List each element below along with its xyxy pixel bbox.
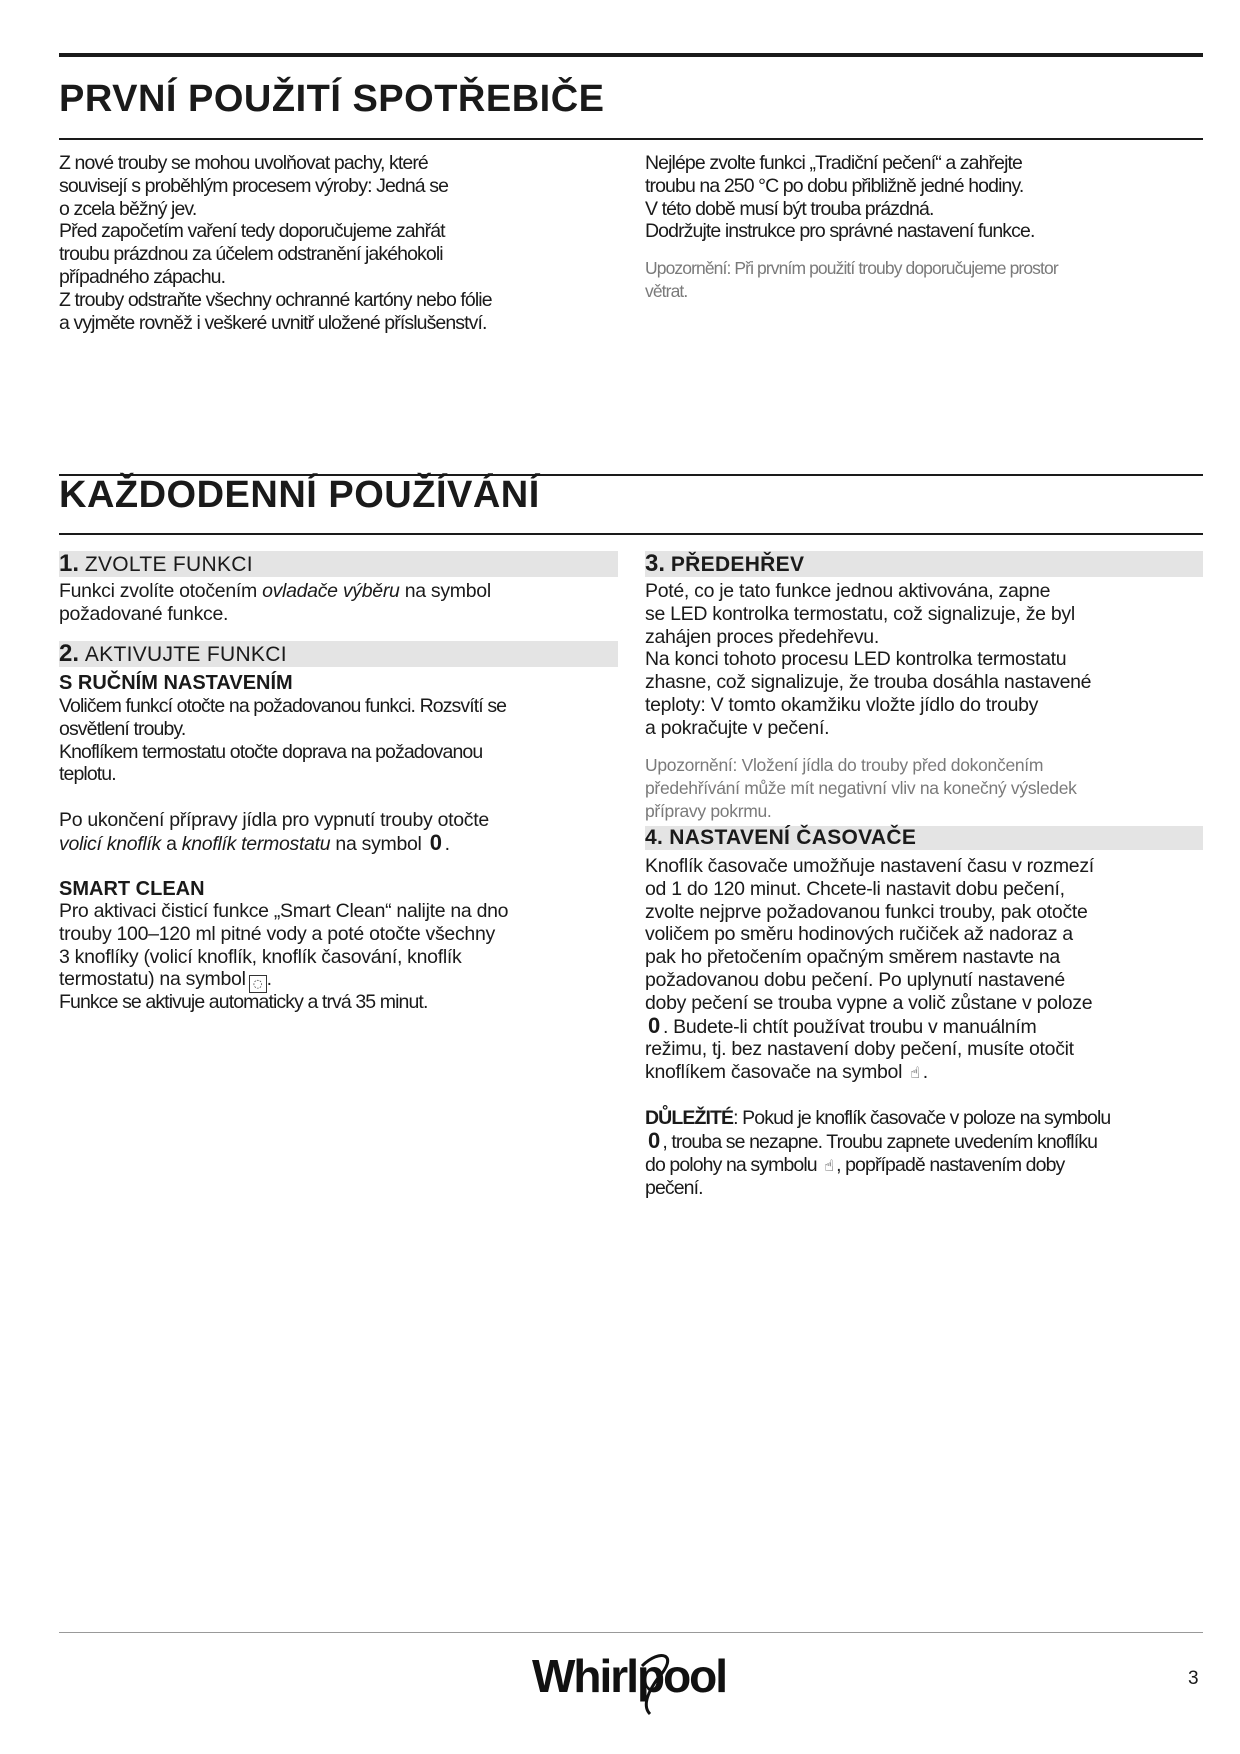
section-title-first-use: PRVNÍ POUŽITÍ SPOTŘEBIČE xyxy=(59,78,605,120)
manual-hand-icon: ☝ xyxy=(824,1155,834,1175)
text-line: Po ukončení přípravy jídla pro vypnutí trouby otočte xyxy=(59,809,489,831)
text-line: zahájen proces předehřevu. xyxy=(645,625,879,648)
turn-off-text xyxy=(59,809,489,856)
text-segment: Funkci zvolíte otočením xyxy=(59,580,263,602)
manual-setting-title: S RUČNÍM NASTAVENÍM xyxy=(59,672,293,694)
text-segment: DŮLEŽITÉ xyxy=(645,1107,734,1129)
text-line: zhasne, což signalizuje, že trouba dosáhla nastavené xyxy=(645,671,1092,694)
smart-clean-title: SMART CLEAN xyxy=(59,878,205,900)
smart-clean-duration xyxy=(59,991,427,1014)
text-line: a pokračujte v pečení. xyxy=(645,716,830,739)
smart-clean-icon: ◌ xyxy=(249,975,267,993)
step-1-text xyxy=(59,580,491,626)
text-line: přípravy pokrmu. xyxy=(645,800,772,821)
text-line: režimu, tj. bez nastavení doby pečení, musíte otočit xyxy=(645,1038,1074,1061)
text-segment: a xyxy=(161,832,182,855)
text-segment: do polohy na symbolu xyxy=(645,1153,822,1176)
text-line: Nejlépe zvolte funkci „Tradiční pečení“ a zahřejte xyxy=(645,152,1022,174)
text-line: troubu na 250 °C po dobu přibližně jedné hodiny. xyxy=(645,174,1024,197)
text-line: teploty: V tomto okamžiku vložte jídlo do trouby xyxy=(645,693,1039,716)
text-line xyxy=(645,1127,1110,1154)
text-line: požadovanou dobu pečení. Po uplynutí nastavené xyxy=(645,968,1065,991)
text-line: požadované funkce. xyxy=(59,602,229,625)
step-1-heading xyxy=(59,551,618,577)
text-line: Poté, co je tato funkce jednou aktivována, zapne xyxy=(645,580,1051,602)
text-segment: na symbol xyxy=(330,832,427,855)
text-line: případného zápachu. xyxy=(59,265,226,288)
footer-rule xyxy=(59,1632,1203,1633)
text-line: V této době musí být trouba prázdná. xyxy=(645,197,934,220)
text-line: osvětlení trouby. xyxy=(59,717,186,740)
text-line: Z trouby odstraňte všechny ochranné kartóny nebo fólie xyxy=(59,288,492,311)
text-line: Na konci tohoto procesu LED kontrolka termostatu xyxy=(645,648,1067,671)
text-segment: knoflíkem časovače na symbol xyxy=(645,1061,908,1084)
svg-text:Whirlpool: Whirlpool xyxy=(532,1650,727,1702)
whirlpool-logo xyxy=(530,1648,740,1723)
text-line: 3 knoflíky (volicí knoflík, knoflík časování, knoflík xyxy=(59,945,462,968)
first-use-right-text xyxy=(645,152,1034,243)
text-line: od 1 do 120 minut. Chcete-li nastavit dobu pečení, xyxy=(645,877,1065,900)
text-line: trouby 100–120 ml pitné vody a poté otočte všechny xyxy=(59,922,495,945)
text-line: Pro aktivaci čisticí funkce „Smart Clean“ nalijte na dno xyxy=(59,900,509,922)
text-line xyxy=(645,1107,1110,1130)
text-line xyxy=(59,829,489,856)
page-number: 3 xyxy=(1188,1668,1199,1689)
text-line: Upozornění: Při prvním použití trouby doporučujeme prostor xyxy=(645,258,1058,278)
text-line: teplotu. xyxy=(59,763,116,786)
text-line: o zcela běžný jev. xyxy=(59,197,197,220)
zero-symbol: 0 xyxy=(429,829,442,855)
text-segment: : Pokud je knoflík časovače v poloze na symbolu xyxy=(733,1107,1111,1129)
section-rule xyxy=(59,533,1203,535)
text-line xyxy=(645,1154,1110,1178)
text-segment: , trouba se nezapne. Troubu zapnete uvedením knoflíku xyxy=(662,1130,1098,1153)
text-line: troubu prázdnou za účelem odstranění jakéhokoli xyxy=(59,243,443,266)
text-line: zvolte nejprve požadovanou funkci trouby, pak otočte xyxy=(645,900,1088,923)
text-line: doby pečení se trouba vypne a volič zůstane v poloze xyxy=(645,991,1093,1014)
manual-setting-text xyxy=(59,695,506,786)
text-line: Upozornění: Vložení jídla do trouby před dokončením xyxy=(645,755,1044,775)
text-line xyxy=(59,580,491,603)
text-line: Dodržujte instrukce pro správné nastavení funkce. xyxy=(645,220,1035,243)
text-line: předehřívání může mít negativní vliv na konečný výsledek xyxy=(645,777,1077,798)
step-2-heading xyxy=(59,641,618,667)
text-line: pak ho přetočením opačným směrem nastavte na xyxy=(645,946,1060,969)
text-segment: ovladače výběru xyxy=(262,580,400,602)
text-segment: na symbol xyxy=(399,580,491,602)
manual-hand-icon: ☝ xyxy=(910,1063,920,1083)
text-line: pečení. xyxy=(645,1177,703,1200)
text-line: voličem po směru hodinových ručiček až nadoraz a xyxy=(645,923,1073,946)
step-label: AKTIVUJTE FUNKCI xyxy=(84,643,287,666)
text-line: Funkce se aktivuje automaticky a trvá 35 minut. xyxy=(59,991,428,1013)
text-line: Knoflík časovače umožňuje nastavení času v rozmezí xyxy=(645,855,1094,877)
section-rule xyxy=(59,138,1203,140)
step-3-text xyxy=(645,580,1091,740)
text-line xyxy=(59,968,508,993)
first-use-left-text xyxy=(59,152,492,334)
first-use-note xyxy=(645,257,1058,303)
text-segment: knoflík termostatu xyxy=(181,832,331,855)
step-3-note xyxy=(645,754,1077,822)
zero-symbol: 0 xyxy=(648,1012,660,1038)
text-segment: . Budete-li chtít používat troubu v manuálním xyxy=(662,1015,1037,1038)
text-segment: volicí knoflík xyxy=(59,832,162,855)
text-segment: . xyxy=(444,832,450,855)
text-line: Z nové trouby se mohou uvolňovat pachy, které xyxy=(59,152,428,174)
step-label: 4. NASTAVENÍ ČASOVAČE xyxy=(645,826,917,849)
step-label: ZVOLTE FUNKCI xyxy=(84,553,253,576)
text-segment: termostatu) na symbol xyxy=(59,968,246,991)
text-line: a vyjměte rovněž i veškeré uvnitř uložené příslušenství. xyxy=(59,311,487,334)
text-line: se LED kontrolka termostatu, což signalizuje, že byl xyxy=(645,602,1075,625)
text-segment: , popřípadě nastavením doby xyxy=(836,1153,1065,1176)
text-segment: . xyxy=(922,1061,928,1084)
step-label: PŘEDEHŘEV xyxy=(670,553,805,576)
text-line: souvisejí s proběhlým procesem výroby: Jedná se xyxy=(59,174,449,197)
text-segment: . xyxy=(266,968,272,991)
step-3-heading xyxy=(645,551,1203,577)
smart-clean-text xyxy=(59,900,508,993)
important-text xyxy=(645,1107,1110,1200)
top-rule xyxy=(59,53,1203,57)
step-4-heading xyxy=(645,826,1203,850)
step-4-text xyxy=(645,855,1094,1085)
zero-symbol: 0 xyxy=(648,1127,660,1153)
text-line: Knoflíkem termostatu otočte doprava na požadovanou xyxy=(59,740,483,763)
text-line: Před započetím vaření tedy doporučujeme zahřát xyxy=(59,220,445,243)
step-number: 2. xyxy=(59,640,80,667)
step-number: 3. xyxy=(645,550,666,577)
section-title-daily-use: KAŽDODENNÍ POUŽÍVÁNÍ xyxy=(59,474,540,516)
text-line: Voličem funkcí otočte na požadovanou funkci. Rozsvítí se xyxy=(59,695,507,717)
step-number: 1. xyxy=(59,550,80,577)
text-line xyxy=(645,1012,1094,1039)
text-line xyxy=(645,1061,1094,1085)
text-line: větrat. xyxy=(645,280,688,301)
